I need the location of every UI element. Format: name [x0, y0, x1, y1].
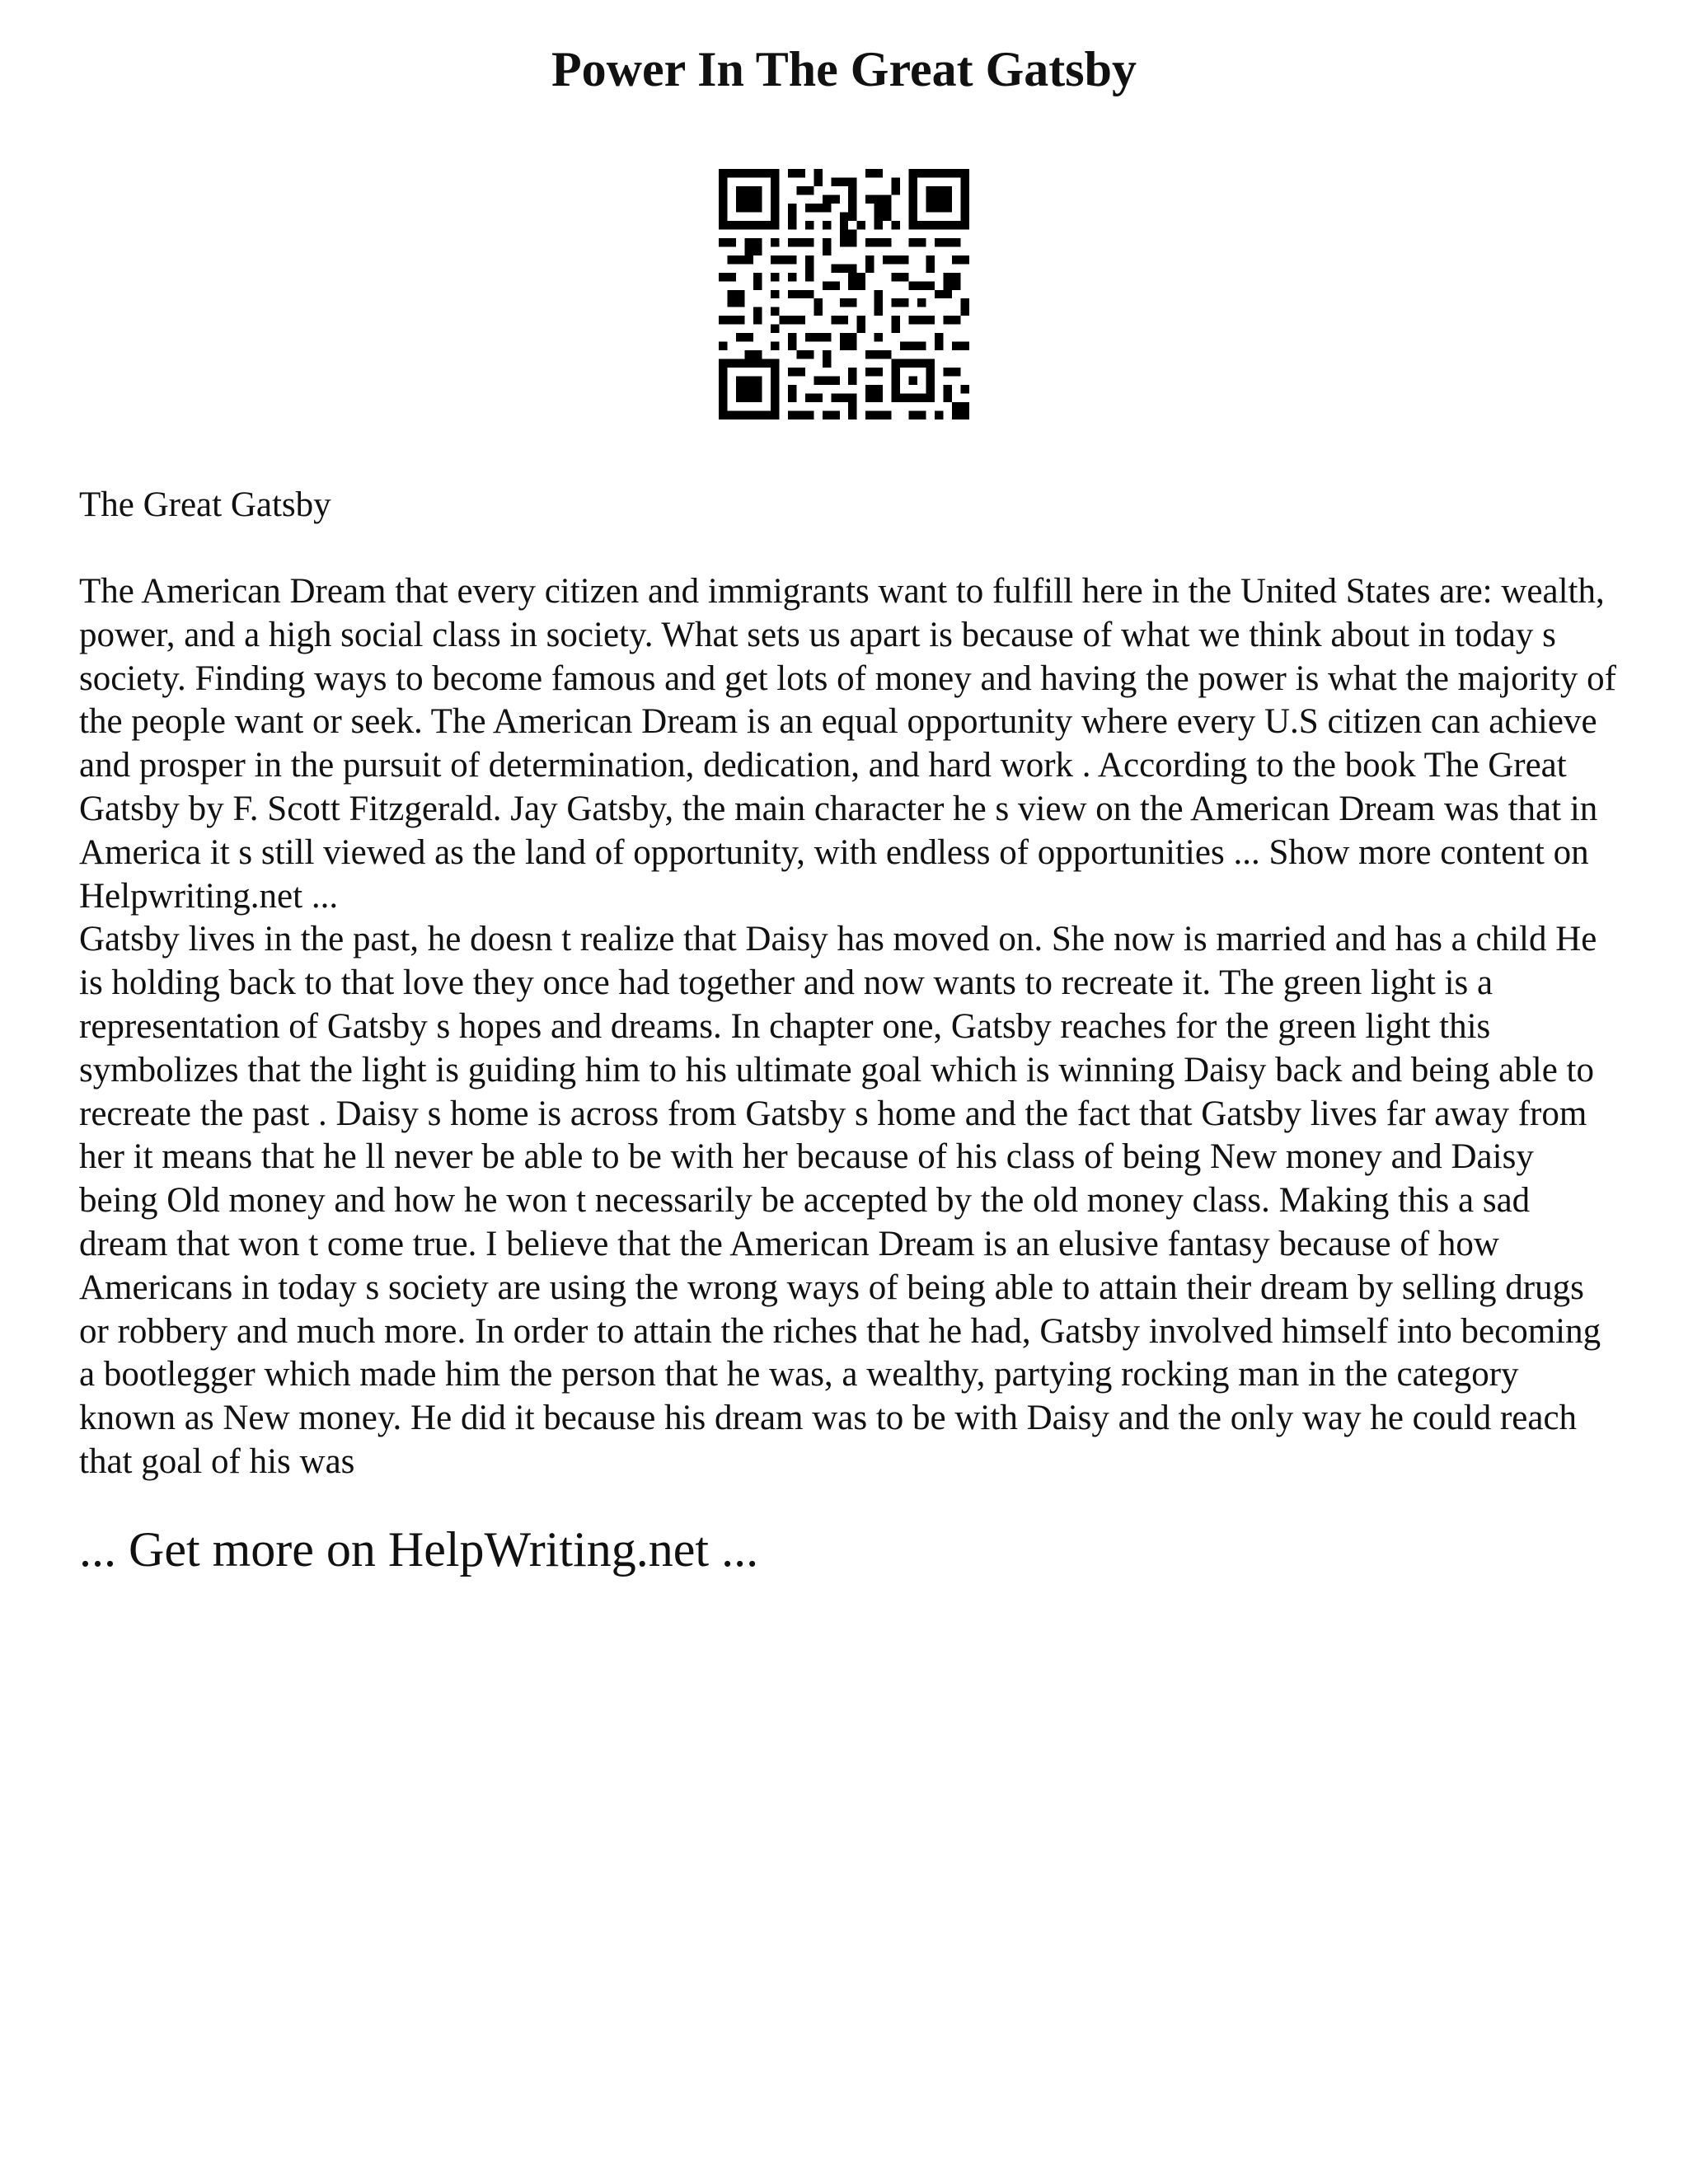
document-body — [79, 570, 1620, 1484]
body-paragraph: The American Dream that every citizen and immigrants want to fulfill here in the United States are: wealth, power, and a high social class in society. What sets us apart is because of what we think about in today s society. Finding ways to become famous and get lots of money and having the power is what the majority of the people want or seek. The American Dream is an equal opportunity where every U.S citizen can achieve and prosper in the pursuit of determination, dedication, and hard work . According to the book The Great Gatsby by F. Scott Fitzgerald. Jay Gatsby, the main character he s view on the American Dream was that in America it s still viewed as the land of opportunity, with endless of opportunities ... Show more content on Helpwriting.net ... — [79, 572, 1616, 916]
get-more-link[interactable]: ... Get more on HelpWriting.net ... — [79, 1522, 759, 1577]
qr-code-graphic — [719, 169, 969, 419]
document-subtitle: The Great Gatsby — [79, 485, 331, 524]
page-title: Power In The Great Gatsby — [551, 42, 1137, 96]
qr-code-icon[interactable] — [719, 169, 969, 419]
body-paragraph: Gatsby lives in the past, he doesn t realize that Daisy has moved on. She now is married and has a child He is holding back to that love they once had together and now wants to recreate it. The green light is a representation of Gatsby s hopes and dreams. In chapter one, Gatsby reaches for the green light this symbolizes that the light is guiding him to his ultimate goal which is winning Daisy back and being able to recreate the past . Daisy s home is across from Gatsby s home and the fact that Gatsby lives far away from her it means that he ll never be able to be with her because of his class of being New money and Daisy being Old money and how he won t necessarily be accepted by the old money class. Making this a sad dream that won t come true. I believe that the American Dream is an elusive fantasy because of how Americans in today s society are using the wrong ways of being able to attain their dream by selling drugs or robbery and much more. In order to attain the riches that he had, Gatsby involved himself into becoming a bootlegger which made him the person that he was, a wealthy, partying rocking man in the category known as New money. He did it because his dream was to be with Daisy and the only way he could reach that goal of his was — [79, 920, 1601, 1481]
